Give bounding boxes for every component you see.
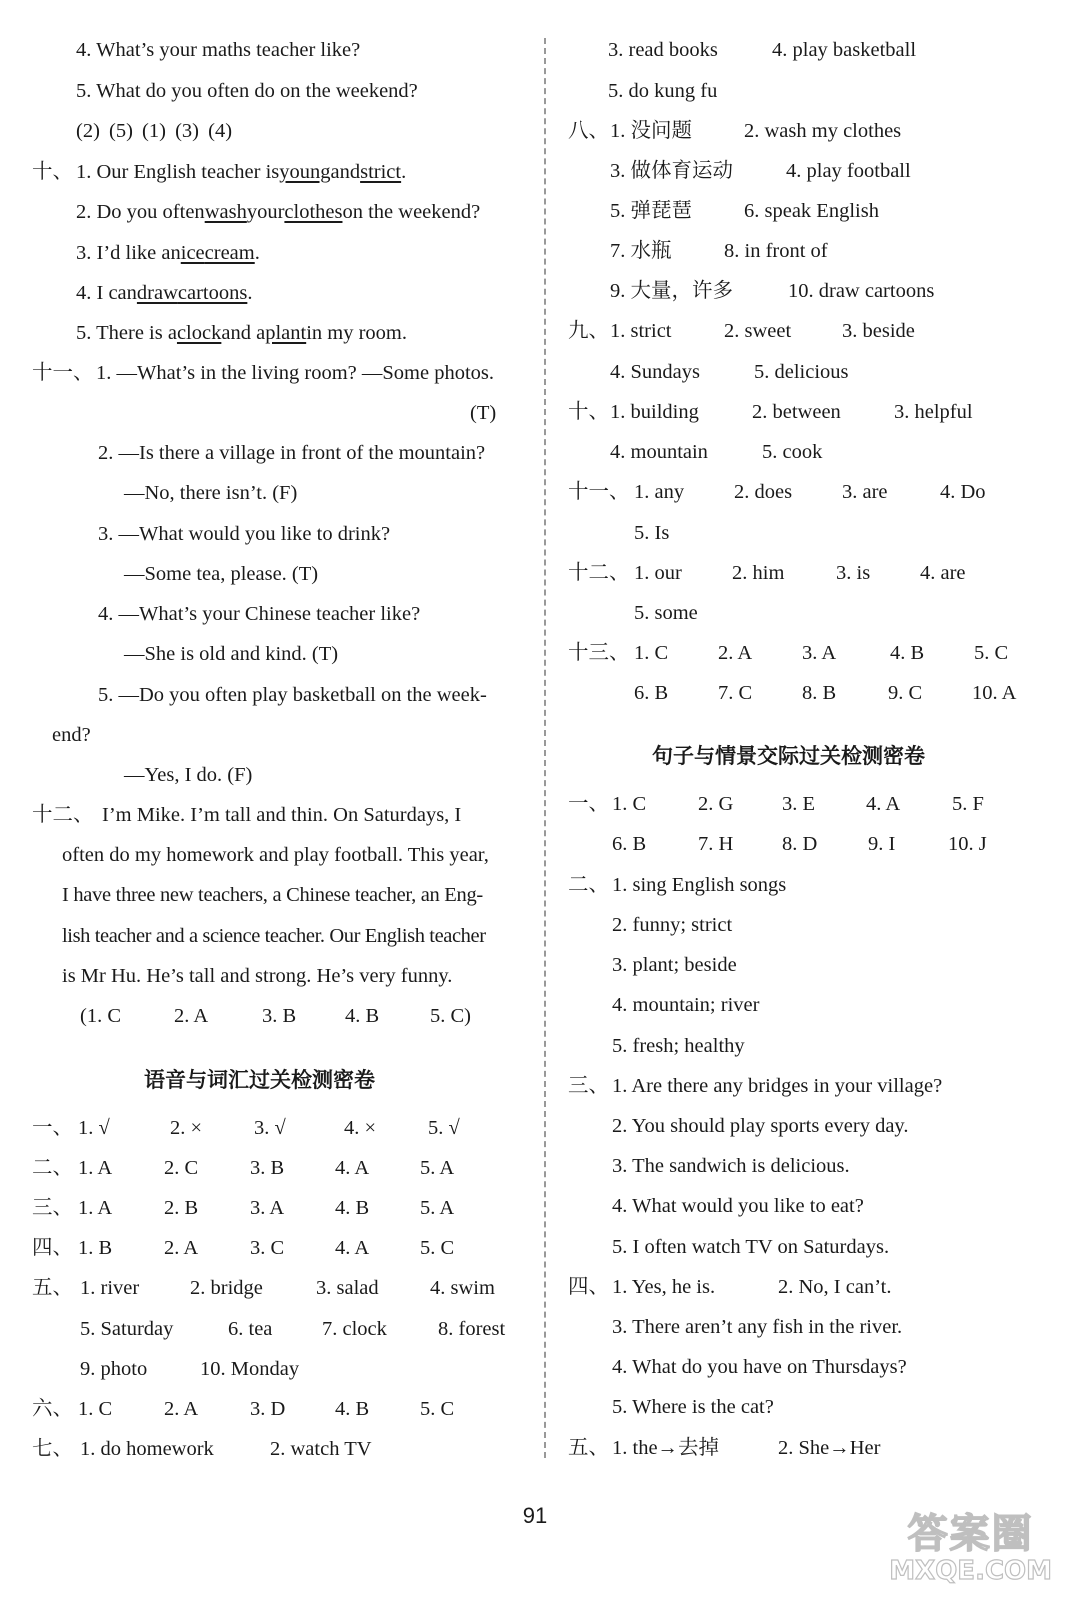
c-item-3: 3. read books (608, 39, 718, 61)
s10-item-3: 3. I’d like anicecream. (76, 242, 260, 264)
watermark (889, 1512, 1052, 1586)
v5-item-2: 2. bridge (190, 1277, 263, 1299)
v5-item-9: 9. photo (80, 1358, 148, 1380)
s13-item-10: 10. A (972, 682, 1017, 704)
s11r-item-4: 4. Do (940, 481, 986, 503)
s11r-item-2: 2. does (734, 481, 793, 503)
section-10-label: 十、 (32, 161, 73, 183)
s9-item-5: 5. delicious (754, 361, 849, 383)
s13-item-4: 4. B (890, 642, 925, 664)
v7-item-2: 2. watch TV (270, 1438, 372, 1460)
v4-item-3: 3. C (250, 1237, 285, 1259)
s12r-item-3: 3. is (836, 562, 871, 584)
s8-item-10: 10. draw cartoons (788, 280, 935, 302)
s13-item-5: 5. C (974, 642, 1009, 664)
s11-line-5-answer: —Yes, I do. (F) (124, 764, 253, 786)
s13-item-1: 1. C (634, 642, 669, 664)
v5-item-1: 1. river (80, 1277, 140, 1299)
t1-item-4: 4. A (866, 793, 901, 815)
s13-item-3: 3. A (802, 642, 837, 664)
t4-item-3: 3. There aren’t any fish in the river. (612, 1316, 903, 1338)
s12r-label: 十二、 (568, 562, 630, 584)
v4-label: 四、 (32, 1237, 73, 1259)
v5-item-5: 5. Saturday (80, 1318, 174, 1340)
section-heading-sentences: 句子与情景交际过关检测密卷 (652, 744, 925, 768)
s10-item-2: 2. Do you oftenwashyourclotheson the weekend? (76, 201, 481, 223)
s12r-item-4: 4. are (920, 562, 966, 584)
passage-answer-3: 3. B (262, 1005, 297, 1027)
question-5: 5. What do you often do on the weekend? (76, 80, 418, 102)
v2-item-4: 4. A (335, 1157, 370, 1179)
s9-item-1: 1. strict (610, 320, 672, 342)
v6-item-2: 2. A (164, 1398, 199, 1420)
column-divider (544, 38, 546, 1458)
v3-item-2: 2. B (164, 1197, 199, 1219)
c-item-4: 4. play basketball (772, 39, 917, 61)
t4-label: 四、 (568, 1276, 609, 1298)
t3-item-5: 5. I often watch TV on Saturdays. (612, 1236, 890, 1258)
s10r-item-4: 4. mountain (610, 441, 708, 463)
watermark-logo: 答案圈 (907, 1511, 1034, 1557)
t1-item-6: 6. B (612, 833, 647, 855)
v2-item-3: 3. B (250, 1157, 285, 1179)
v7-item-1: 1. do homework (80, 1438, 214, 1460)
s11-line-5: 5. —Do you often play basketball on the week- (98, 684, 487, 706)
v4-item-5: 5. C (420, 1237, 455, 1259)
s8-item-1: 1. 没问题 (610, 120, 692, 142)
passage-line-5: is Mr Hu. He’s tall and strong. He’s very funny. (62, 965, 453, 987)
v6-item-4: 4. B (335, 1398, 370, 1420)
t3-item-3: 3. The sandwich is delicious. (612, 1155, 850, 1177)
passage-answer-5: 5. C) (430, 1005, 471, 1027)
s10r-item-3: 3. helpful (894, 401, 973, 423)
s8-item-4: 4. play football (786, 160, 911, 182)
c-item-5: 5. do kung fu (608, 80, 718, 102)
t1-item-9: 9. I (868, 833, 896, 855)
v4-item-4: 4. A (335, 1237, 370, 1259)
s8-item-6: 6. speak English (744, 200, 879, 222)
t2-label: 二、 (568, 874, 609, 896)
v3-item-4: 4. B (335, 1197, 370, 1219)
v2-item-2: 2. C (164, 1157, 199, 1179)
passage-line-3: I have three new teachers, a Chinese teacher, an Eng- (62, 884, 483, 906)
s8-item-5: 5. 弹琵琶 (610, 200, 692, 222)
passage-line-4: lish teacher and a science teacher. Our English teacher (62, 925, 486, 947)
s11r-item-3: 3. are (842, 481, 888, 503)
s10r-item-1: 1. building (610, 401, 699, 423)
t2-item-5: 5. fresh; healthy (612, 1035, 745, 1057)
s9-label: 九、 (568, 320, 609, 342)
s11-line-5-cont: end? (52, 724, 91, 746)
section-heading-vocab: 语音与词汇过关检测密卷 (144, 1068, 375, 1092)
s12r-item-1: 1. our (634, 562, 682, 584)
s10-item-4: 4. I candrawcartoons. (76, 282, 253, 304)
s10r-item-5: 5. cook (762, 441, 823, 463)
v6-item-3: 3. D (250, 1398, 286, 1420)
t1-item-7: 7. H (698, 833, 734, 855)
t1-item-3: 3. E (782, 793, 816, 815)
s11-line-1: 1. —What’s in the living room? —Some photos. (96, 362, 495, 384)
t4-item-5: 5. Where is the cat? (612, 1396, 774, 1418)
t1-label: 一、 (568, 793, 609, 815)
v6-item-1: 1. C (78, 1398, 113, 1420)
v3-item-1: 1. A (78, 1197, 113, 1219)
s8-item-2: 2. wash my clothes (744, 120, 902, 142)
t1-item-8: 8. D (782, 833, 818, 855)
t3-item-2: 2. You should play sports every day. (612, 1115, 909, 1137)
t4-item-2: 2. No, I can’t. (778, 1276, 892, 1298)
v2-item-1: 1. A (78, 1157, 113, 1179)
v1-item-3: 3. √ (254, 1117, 286, 1139)
v4-item-2: 2. A (164, 1237, 199, 1259)
section-12-label: 十二、 (32, 804, 94, 826)
v1-item-2: 2. × (170, 1117, 203, 1139)
passage-answer-4: 4. B (345, 1005, 380, 1027)
s13-item-6: 6. B (634, 682, 669, 704)
s11-line-4-answer: —She is old and kind. (T) (124, 643, 339, 665)
t2-item-4: 4. mountain; river (612, 994, 760, 1016)
s11-line-4: 4. —What’s your Chinese teacher like? (98, 603, 421, 625)
t1-item-1: 1. C (612, 793, 647, 815)
v1-item-5: 5. √ (428, 1117, 460, 1139)
t2-item-2: 2. funny; strict (612, 914, 733, 936)
s11-line-3-answer: —Some tea, please. (T) (124, 563, 319, 585)
s8-item-9: 9. 大量，许多 (610, 280, 733, 302)
t5-label: 五、 (568, 1437, 609, 1459)
v3-label: 三、 (32, 1197, 73, 1219)
v6-label: 六、 (32, 1398, 73, 1420)
s13-item-2: 2. A (718, 642, 753, 664)
v5-item-4: 4. swim (430, 1277, 495, 1299)
v7-label: 七、 (32, 1438, 73, 1460)
t1-item-5: 5. F (952, 793, 984, 815)
t1-item-10: 10. J (948, 833, 987, 855)
s10r-item-2: 2. between (752, 401, 841, 423)
s12r-item-5: 5. some (634, 602, 698, 624)
passage-line-2: often do my homework and play football. This year, (62, 844, 489, 866)
passage-answer-2: 2. A (174, 1005, 209, 1027)
s13-item-8: 8. B (802, 682, 837, 704)
t3-item-4: 4. What would you like to eat? (612, 1195, 864, 1217)
v5-item-10: 10. Monday (200, 1358, 300, 1380)
s10-item-1: 1. Our English teacher isyoungandstrict. (76, 161, 407, 183)
s8-item-3: 3. 做体育运动 (610, 160, 733, 182)
v1-label: 一、 (32, 1117, 73, 1139)
s11r-item-1: 1. any (634, 481, 685, 503)
v5-item-8: 8. forest (438, 1318, 506, 1340)
v4-item-1: 1. B (78, 1237, 113, 1259)
order-answer: (2) (5) (1) (3) (4) (76, 120, 233, 142)
s13-item-9: 9. C (888, 682, 923, 704)
v3-item-5: 5. A (420, 1197, 455, 1219)
v5-item-3: 3. salad (316, 1277, 379, 1299)
question-4: 4. What’s your maths teacher like? (76, 39, 361, 61)
page-number: 91 (522, 1503, 548, 1528)
s12r-item-2: 2. him (732, 562, 785, 584)
t1-item-2: 2. G (698, 793, 734, 815)
t3-label: 三、 (568, 1075, 609, 1097)
s11r-item-5: 5. Is (634, 522, 670, 544)
s11-line-2-answer: —No, there isn’t. (F) (124, 482, 298, 504)
t3-item-1: 1. Are there any bridges in your village? (612, 1075, 943, 1097)
t4-item-1: 1. Yes, he is. (612, 1276, 716, 1298)
t5-item-1: 1. the→去掉 (612, 1437, 720, 1459)
s10r-label: 十、 (568, 401, 609, 423)
t2-item-1: 1. sing English songs (612, 874, 787, 896)
v3-item-3: 3. A (250, 1197, 285, 1219)
s9-item-3: 3. beside (842, 320, 915, 342)
v1-item-1: 1. √ (78, 1117, 110, 1139)
s8-item-8: 8. in front of (724, 240, 828, 262)
passage-line-1: I’m Mike. I’m tall and thin. On Saturdays, I (102, 804, 462, 826)
v1-item-4: 4. × (344, 1117, 377, 1139)
v2-label: 二、 (32, 1157, 73, 1179)
section-11-label: 十一、 (32, 362, 94, 384)
t4-item-4: 4. What do you have on Thursdays? (612, 1356, 907, 1378)
t5-item-2: 2. She→Her (778, 1437, 881, 1459)
s9-item-2: 2. sweet (724, 320, 792, 342)
watermark-url: MXQE.COM (889, 1556, 1052, 1586)
s10-item-5: 5. There is aclockand aplantin my room. (76, 322, 407, 344)
s8-item-7: 7. 水瓶 (610, 240, 672, 262)
s11r-label: 十一、 (568, 481, 630, 503)
v6-item-5: 5. C (420, 1398, 455, 1420)
s11-line-2: 2. —Is there a village in front of the mountain? (98, 442, 486, 464)
v5-label: 五、 (32, 1277, 73, 1299)
v2-item-5: 5. A (420, 1157, 455, 1179)
s9-item-4: 4. Sundays (610, 361, 700, 383)
passage-answer-1: (1. C (80, 1005, 121, 1027)
v5-item-6: 6. tea (228, 1318, 273, 1340)
v5-item-7: 7. clock (322, 1318, 387, 1340)
s8-label: 八、 (568, 120, 609, 142)
t2-item-3: 3. plant; beside (612, 954, 737, 976)
s13-label: 十三、 (568, 642, 630, 664)
s11-line-3: 3. —What would you like to drink? (98, 523, 391, 545)
s13-item-7: 7. C (718, 682, 753, 704)
s11-line-1-mark: (T) (470, 402, 497, 424)
